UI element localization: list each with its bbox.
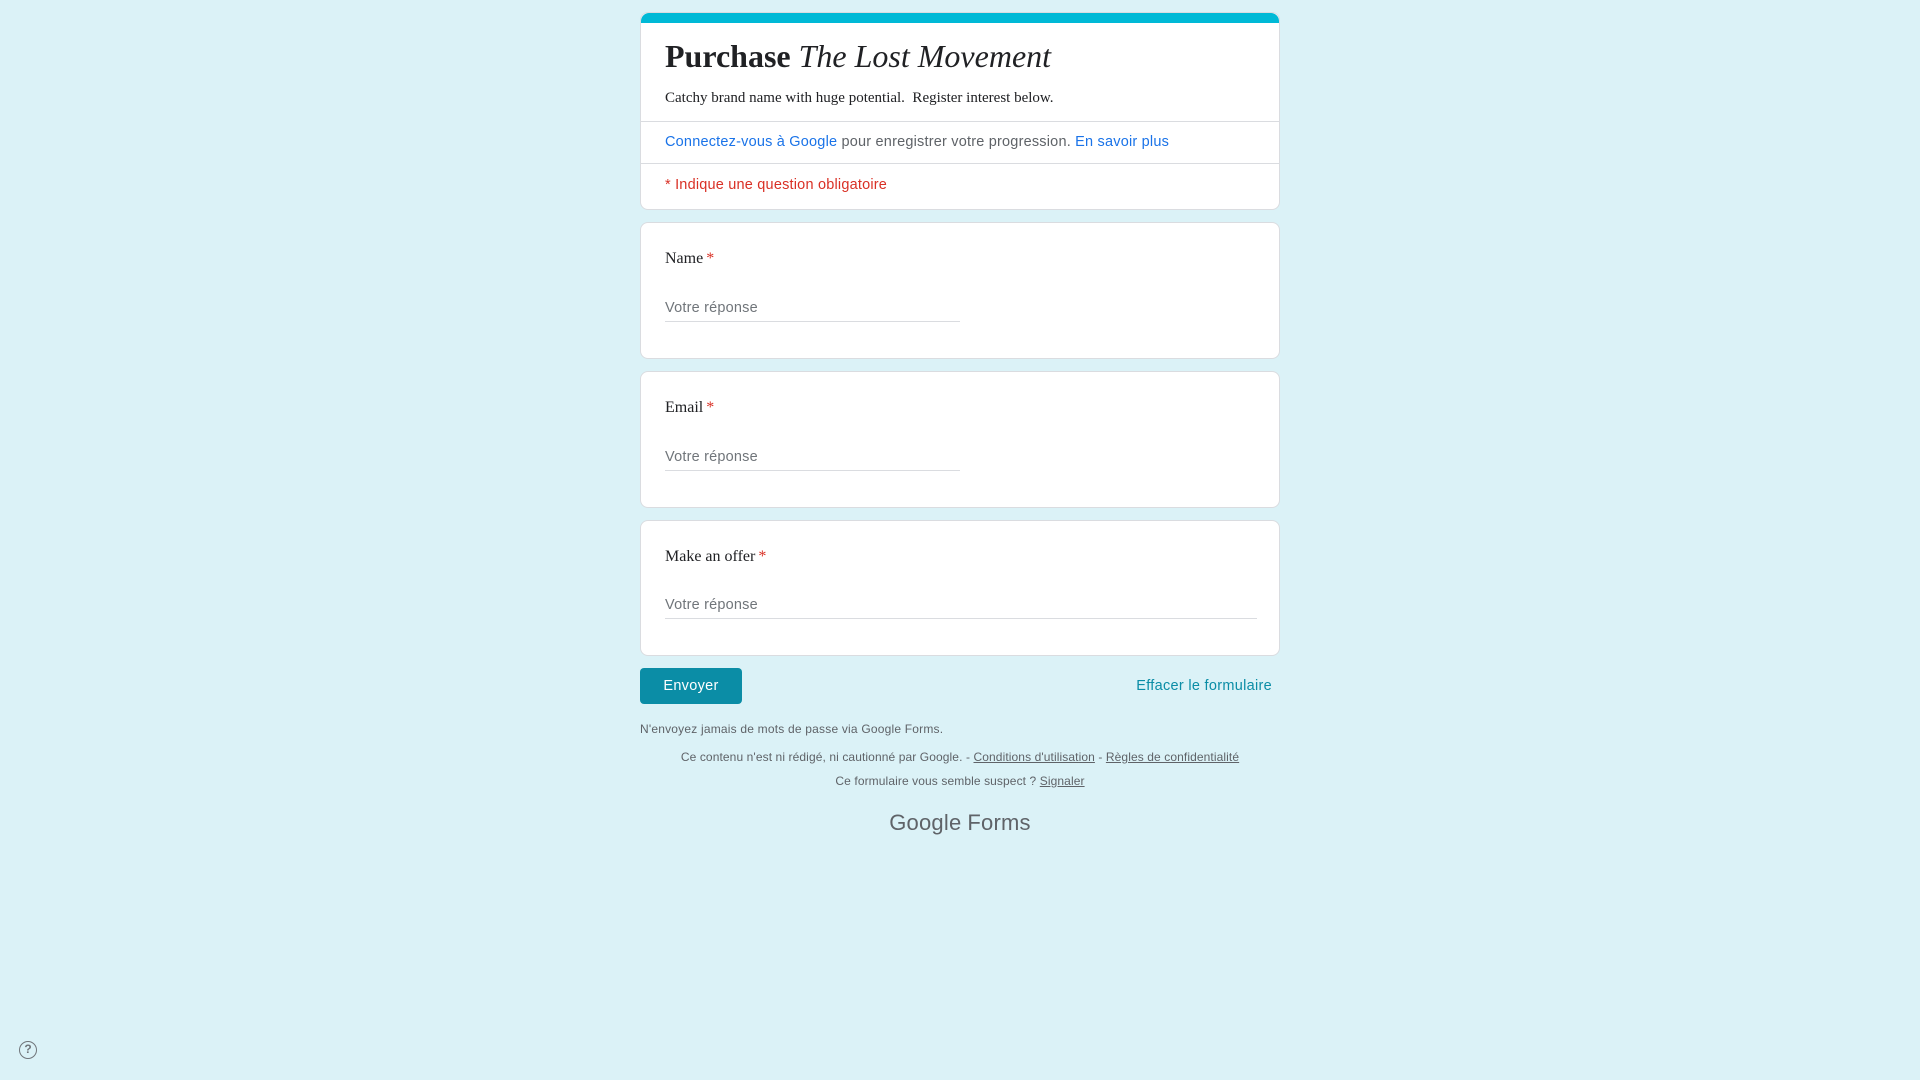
question-title: Make an offer (665, 548, 756, 565)
question-title: Email (665, 399, 704, 416)
form-container (640, 12, 1280, 836)
question-title: Name (665, 250, 704, 267)
suspect-line (640, 774, 1280, 788)
email-input[interactable] (665, 445, 960, 471)
question-card-email (640, 371, 1280, 508)
disclaimer-line (640, 750, 1280, 764)
report-link[interactable]: Signaler (1039, 774, 1085, 788)
required-marker: * (706, 399, 715, 416)
privacy-link[interactable]: Règles de confidentialité (1105, 750, 1240, 764)
question-label (665, 247, 1255, 271)
form-title-italic: The Lost Movement (798, 38, 1052, 74)
form-header-card (640, 12, 1280, 210)
form-description: Catchy brand name with huge potential. Register interest below. (665, 90, 1054, 106)
form-title-bold: Purchase (665, 38, 791, 74)
question-label (665, 545, 1255, 569)
question-label (665, 396, 1255, 420)
footer-separator: - (1094, 750, 1106, 764)
signin-text: pour enregistrer votre progression. (837, 134, 1076, 150)
forms-wordmark: Forms (967, 810, 1031, 835)
header-main (641, 23, 1279, 121)
submit-button[interactable]: Envoyer (640, 668, 742, 704)
clear-form-button[interactable]: Effacer le formulaire (1136, 678, 1272, 694)
google-forms-logo[interactable] (640, 810, 1280, 836)
name-input[interactable] (665, 296, 960, 322)
signin-link[interactable]: Connectez-vous à Google (665, 134, 838, 150)
question-card-offer (640, 520, 1280, 656)
offer-input[interactable] (665, 593, 1257, 619)
accent-bar (641, 13, 1279, 23)
suspect-text: Ce formulaire vous semble suspect ? (835, 774, 1040, 788)
required-notice: * Indique une question obligatoire (641, 163, 1279, 209)
form-title (665, 36, 1255, 76)
google-wordmark: Google (889, 810, 962, 835)
signin-row (641, 121, 1279, 163)
actions-row (640, 668, 1280, 704)
question-card-name (640, 222, 1280, 359)
required-marker: * (706, 250, 715, 267)
learn-more-link[interactable]: En savoir plus (1075, 134, 1170, 150)
no-password-notice: N'envoyez jamais de mots de passe via Google Forms. (640, 722, 944, 736)
help-icon[interactable]: ? (19, 1041, 37, 1059)
terms-link[interactable]: Conditions d'utilisation (973, 750, 1095, 764)
disclaimer-text: Ce contenu n'est ni rédigé, ni cautionné par Google. - (680, 750, 974, 764)
required-marker: * (758, 548, 767, 565)
